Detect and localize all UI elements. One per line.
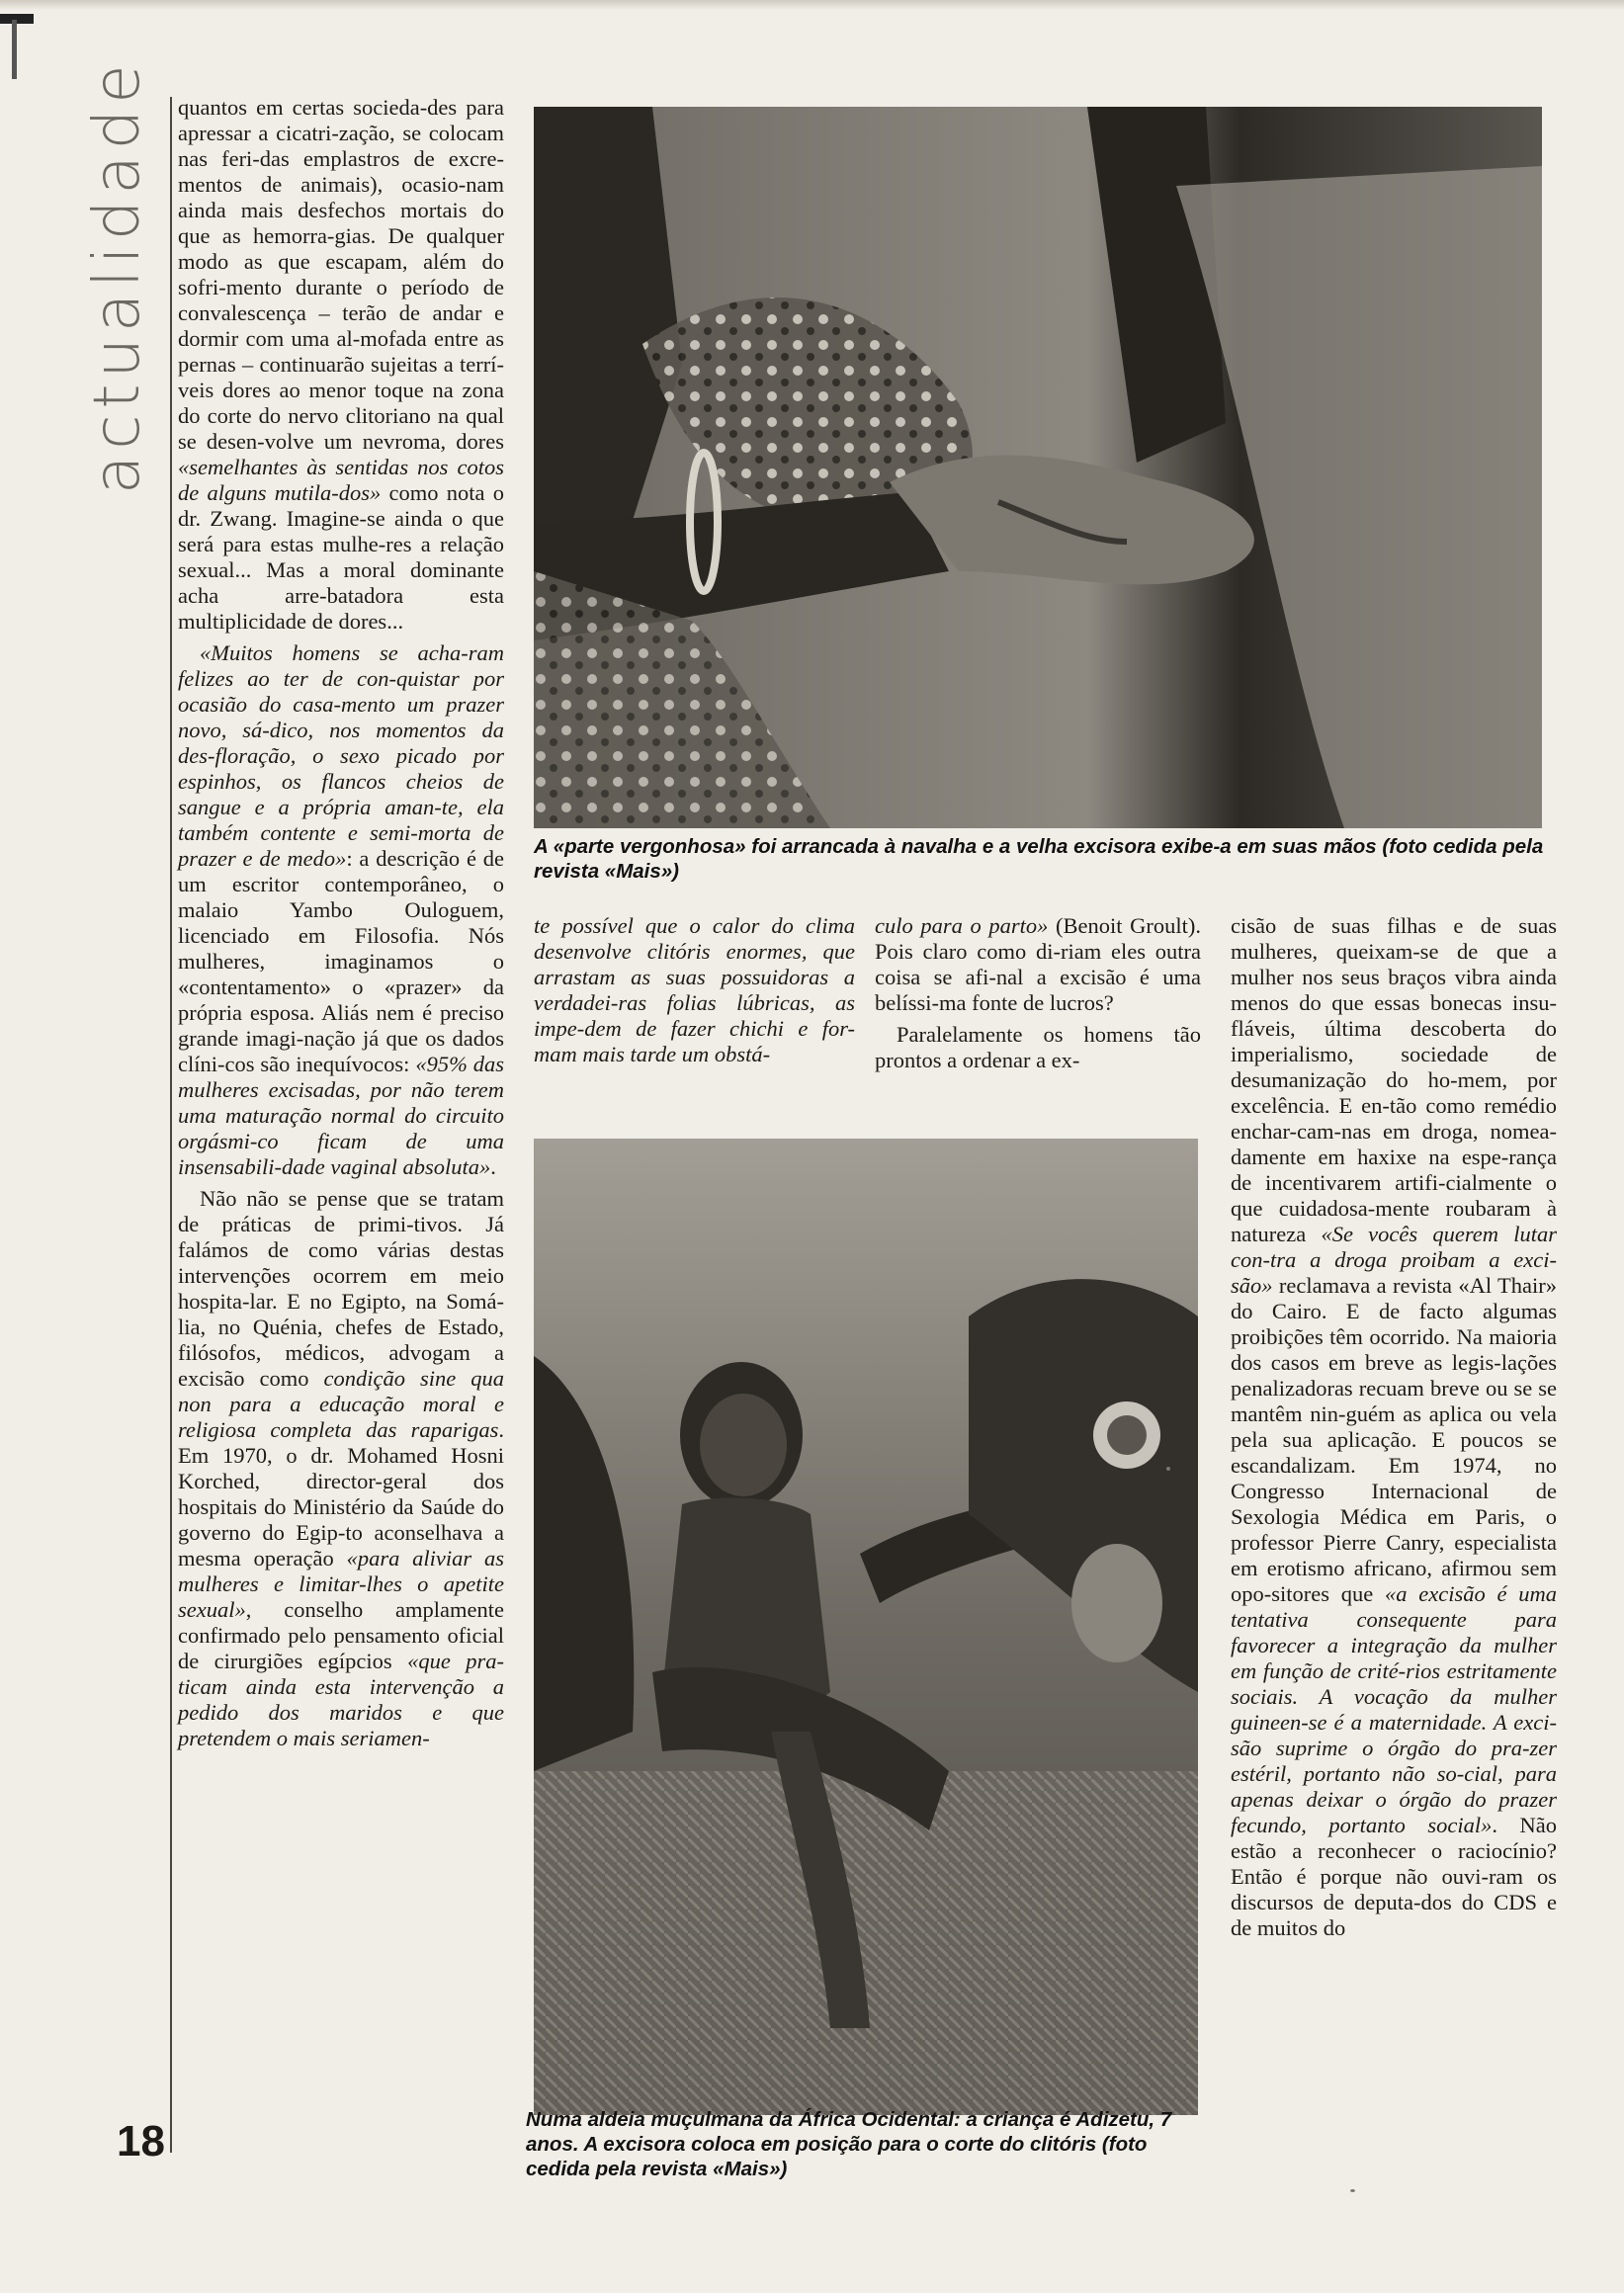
italic-quote-run: culo para o parto» <box>875 913 1049 938</box>
column-divider-rule <box>170 97 172 2153</box>
text-run: como nota o dr. Zwang. Imagine-se ainda o que será para estas mulhe-res a relação sexual... Mas a moral dominante acha arre-batadora esta multiplicidade de dores... <box>178 480 505 634</box>
article-paragraph <box>1231 913 1557 1941</box>
article-paragraph <box>875 913 1201 1016</box>
text-run: : a descrição é de um escritor contemporâneo, o malaio Yambo Ouloguem, licenciado em Filosofia. Nós mulheres, imaginamos o «contentamento» o «prazer» da própria esposa. Aliás nem é preciso grande imagi-nação já que os dados clíni-cos são inequívocos: <box>178 846 504 1076</box>
article-paragraph <box>178 95 504 635</box>
italic-quote-run: condição sine qua non para a educação moral e religiosa completa das raparigas <box>178 1366 504 1442</box>
text-run: , conselho amplamente confirmado pelo pensamento oficial de cirurgiões egípcios <box>178 1597 504 1673</box>
corner-mark-vertical <box>12 20 17 79</box>
article-paragraph <box>178 640 504 1180</box>
text-run: cisão de suas filhas e de suas mulheres, queixam-se de que a mulher nos seus braços vibra ainda menos do que essas bonecas insu-fláveis, última descoberta do imperialismo, sociedade de desumanização do ho-mem, por excelência. E en-tão como remédio enchar-cam-nas em droga, nomea-damente em haxixe na espe-rança de incentivarem artifi-cialmente o que cuidadosa-mente roubaram à natureza <box>1231 913 1557 1246</box>
text-column-1 <box>178 95 504 1757</box>
italic-quote-run: «Muitos homens se acha-ram felizes ao ter de con-quistar por ocasião do casa-mento um prazer novo, sá-dico, nos momentos da des-floração, o sexo picado por espinhos, os flancos cheios de sangue e a própria aman-te, ela também contente e semi-morta de prazer e de medo» <box>178 640 504 871</box>
text-run: (Benoit Groult). Pois claro como di-riam eles outra coisa se afi-nal a excisão é uma belíssi-ma fonte de lucros? <box>875 913 1201 1015</box>
text-column-2 <box>534 913 855 1073</box>
corner-mark <box>0 14 34 24</box>
print-speck <box>1166 1467 1170 1471</box>
text-run: . Em 1970, o dr. Mohamed Hosni Korched, director-geral dos hospitais do Ministério da Saúde do governo do Egip-to aconselhava a mesma operação <box>178 1417 504 1571</box>
italic-quote-run: «95% das mulheres excisadas, por não terem uma maturação normal do circuito orgásmi-co ficam de uma insensabili-dade vaginal absoluta» <box>178 1052 505 1179</box>
page-top-edge <box>0 0 1624 10</box>
photo-child-village-image <box>534 1139 1198 2115</box>
italic-quote-run: «que pra-ticam ainda esta intervenção a pedido dos maridos e que pretendem o mais seriamen- <box>178 1649 504 1750</box>
photo-1-caption: A «parte vergonhosa» foi arrancada à navalha e a velha excisora exibe-a em suas mãos (foto cedida pela revista «Mais») <box>534 835 1544 883</box>
article-paragraph <box>875 1022 1201 1073</box>
italic-quote-run: te possível que o calor do clima desenvolve clitóris enormes, que arrastam as suas possuidoras a verdadei-ras folias lúbricas, as impe-dem de fazer chichi e for-mam mais tarde um obstá- <box>534 913 855 1066</box>
italic-quote-run: «para aliviar as mulheres e limitar-lhes o apetite sexual» <box>178 1546 504 1622</box>
text-run: quantos em certas socieda-des para apressar a cicatri-zação, se colocam nas feri-das emplastros de excre-mentos de animais), ocasio-nam ainda mais desfechos mortais do que as hemorra-gias. De qualquer modo as que escapam, além do sofri-mento durante o período de convalescença – terão de andar e dormir com uma al-mofada entre as pernas – continuarão sujeitas a terrí-veis dores ao menor toque na zona do corte do nervo clitoriano na qual se desen-volve um nevroma, dores <box>178 95 504 454</box>
photo-child-village <box>534 1139 1198 2115</box>
text-run: . Não estão a reconhecer o raciocínio? Então é porque não ouvi-ram os discursos de deputa-dos do CDS e de muitos do <box>1231 1813 1557 1940</box>
text-column-4 <box>1231 913 1557 1947</box>
text-run: . <box>490 1154 496 1179</box>
article-paragraph <box>534 913 855 1067</box>
italic-quote-run: «Se vocês querem lutar con-tra a droga proibam a exci-são» <box>1231 1222 1557 1298</box>
page-number: 18 <box>117 2117 165 2166</box>
italic-quote-run: «a excisão é uma tentativa consequente para favorecer a integração da mulher em função de crité-rios estritamente sociais. A vocação da mulher guineen-se é a maternidade. A exci-são suprime o órgão do pra-zer estéril, portanto não so-cial, para apenas deixar o órgão do prazer fecundo, portanto social» <box>1231 1581 1557 1837</box>
article-paragraph <box>178 1186 504 1751</box>
photo-hands-knife-image <box>534 107 1542 828</box>
italic-quote-run: «semelhantes às sentidas nos cotos de alguns mutila-dos» <box>178 455 504 505</box>
photo-hands-knife <box>534 107 1542 828</box>
text-run: Paralelamente os homens tão prontos a ordenar a ex- <box>875 1022 1201 1072</box>
print-speck <box>1350 2189 1355 2192</box>
photo-2-caption: Numa aldeia muçulmana da África Ocidental: a criança é Adizetu, 7 anos. A excisora coloca em posição para o corte do clitóris (foto cedida pela revista «Mais») <box>526 2108 1172 2180</box>
text-run: reclamava a revista «Al Thair» do Cairo. E de facto algumas proibições têm ocorrido. Na maioria dos casos em breve as legis-lações penalizadoras recuam breve ou se se mantêm nin-guém as aplica ou vela pela sua aplicação. E poucos se escandalizam. Em 1974, no Congresso Internacional de Sexologia Médica em Paris, o professor Pierre Canry, especialista em erotismo africano, afirmou sem opo-sitores que <box>1231 1273 1557 1606</box>
section-label: actualidade <box>81 58 154 494</box>
text-run: Não não se pense que se tratam de práticas de primi-tivos. Já falámos de como várias destas intervenções ocorrem em meio hospita-lar. E no Egipto, na Somá-lia, no Quénia, chefes de Estado, filósofos, médicos, advogam a excisão como <box>178 1186 504 1391</box>
text-column-3 <box>875 913 1201 1079</box>
